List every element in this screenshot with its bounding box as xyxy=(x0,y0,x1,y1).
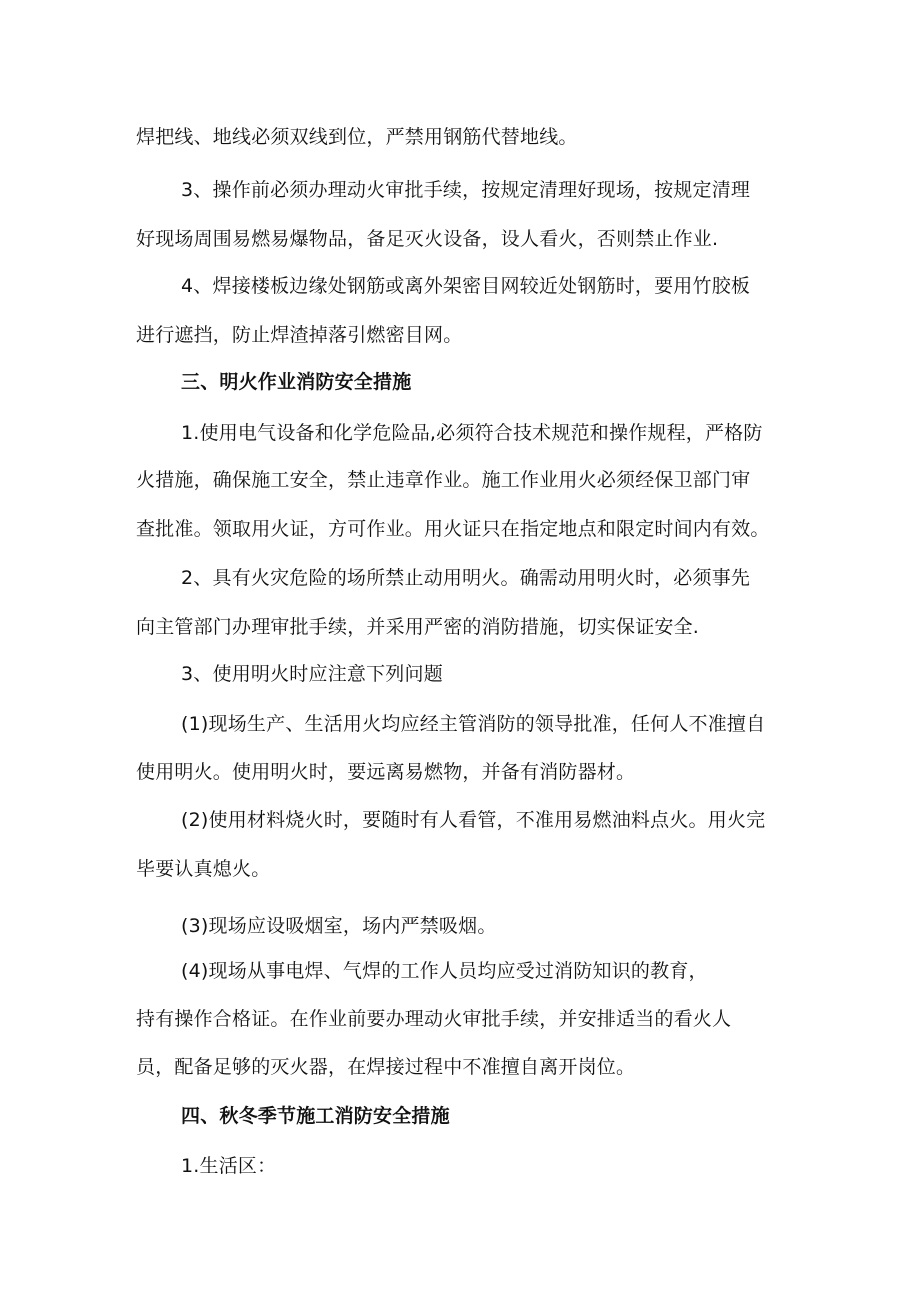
paragraph-line: 2、具有火灾危险的场所禁止动用明火。确需动用明火时，必须事先 xyxy=(181,567,751,589)
paragraph-line: 1.使用电气设备和化学危险品,必须符合技术规范和操作规程，严格防 xyxy=(181,422,763,444)
paragraph-line: 火措施，确保施工安全，禁止违章作业。施工作业用火必须经保卫部门审 xyxy=(136,469,751,491)
paragraph-line: (1)现场生产、生活用火均应经主管消防的领导批准，任何人不准擅自 xyxy=(181,713,766,735)
paragraph-line: 焊把线、地线必须双线到位，严禁用钢筋代替地线。 xyxy=(136,126,578,148)
section-heading: 三、明火作业消防安全措施 xyxy=(181,371,412,393)
paragraph-line: (4)现场从事电焊、气焊的工作人员均应受过消防知识的教育， xyxy=(181,960,708,982)
paragraph-line: 向主管部门办理审批手续，并采用严密的消防措施，切实保证安全. xyxy=(136,616,700,638)
paragraph-line: 员，配备足够的灭火器，在焊接过程中不准擅自离开岗位。 xyxy=(136,1056,636,1078)
paragraph-line: (3)现场应设吸烟室，场内严禁吸烟。 xyxy=(181,915,497,937)
paragraph-line: 查批准。领取用火证，方可作业。用火证只在指定地点和限定时间内有效。 xyxy=(136,518,770,540)
paragraph-line: 使用明火。使用明火时，要远离易燃物，并备有消防器材。 xyxy=(136,761,636,783)
section-heading: 四、秋冬季节施工消防安全措施 xyxy=(181,1105,450,1127)
paragraph-line: 1.生活区： xyxy=(181,1155,277,1177)
paragraph-line: 进行遮挡，防止焊渣掉落引燃密目网。 xyxy=(136,324,463,346)
paragraph-line: 持有操作合格证。在作业前要办理动火审批手续，并安排适当的看火人 xyxy=(136,1008,732,1030)
paragraph-line: 毕要认真熄火。 xyxy=(136,858,271,880)
paragraph-line: 3、操作前必须办理动火审批手续，按规定清理好现场，按规定清理 xyxy=(181,179,751,201)
paragraph-line: (2)使用材料烧火时，要随时有人看管，不准用易燃油料点火。用火完 xyxy=(181,809,766,831)
paragraph-line: 3、使用明火时应注意下列问题 xyxy=(181,663,443,685)
paragraph-line: 好现场周围易燃易爆物品，备足灭火设备，设人看火，否则禁止作业. xyxy=(136,228,719,250)
paragraph-line: 4、焊接楼板边缘处钢筋或离外架密目网较近处钢筋时，要用竹胶板 xyxy=(181,275,751,297)
